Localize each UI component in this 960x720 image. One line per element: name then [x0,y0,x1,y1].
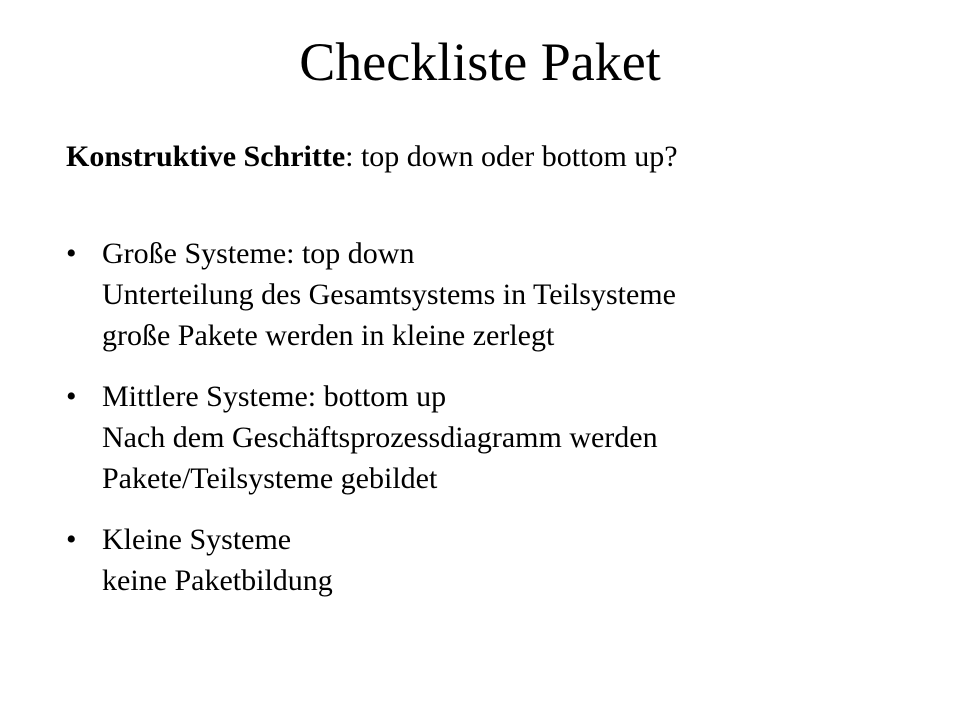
bullet-heading: Große Systeme: top down [102,237,415,270]
bullet-detail: keine Paketbildung [102,564,333,597]
bullet-item-small-systems [66,519,926,601]
bullet-detail: Nach dem Geschäftsprozessdiagramm werden [102,421,658,454]
bullet-detail: große Pakete werden in kleine zerlegt [102,319,555,352]
bullet-detail: Unterteilung des Gesamtsystems in Teilsysteme [102,278,676,311]
bullet-detail: Pakete/Teilsysteme gebildet [102,462,438,495]
bullet-list [66,233,926,621]
bullet-item-large-systems [66,233,926,356]
bullet-marker: • [66,237,77,270]
subtitle-rest: : top down oder bottom up? [345,140,678,173]
bullet-heading: Mittlere Systeme: bottom up [102,380,447,413]
slide-title: Checkliste Paket [299,32,661,92]
slide-subtitle [66,135,678,179]
bullet-item-medium-systems [66,376,926,499]
bullet-marker: • [66,523,77,556]
bullet-marker: • [66,380,77,413]
bullet-heading: Kleine Systeme [102,523,292,556]
subtitle-bold: Konstruktive Schritte [66,140,346,173]
